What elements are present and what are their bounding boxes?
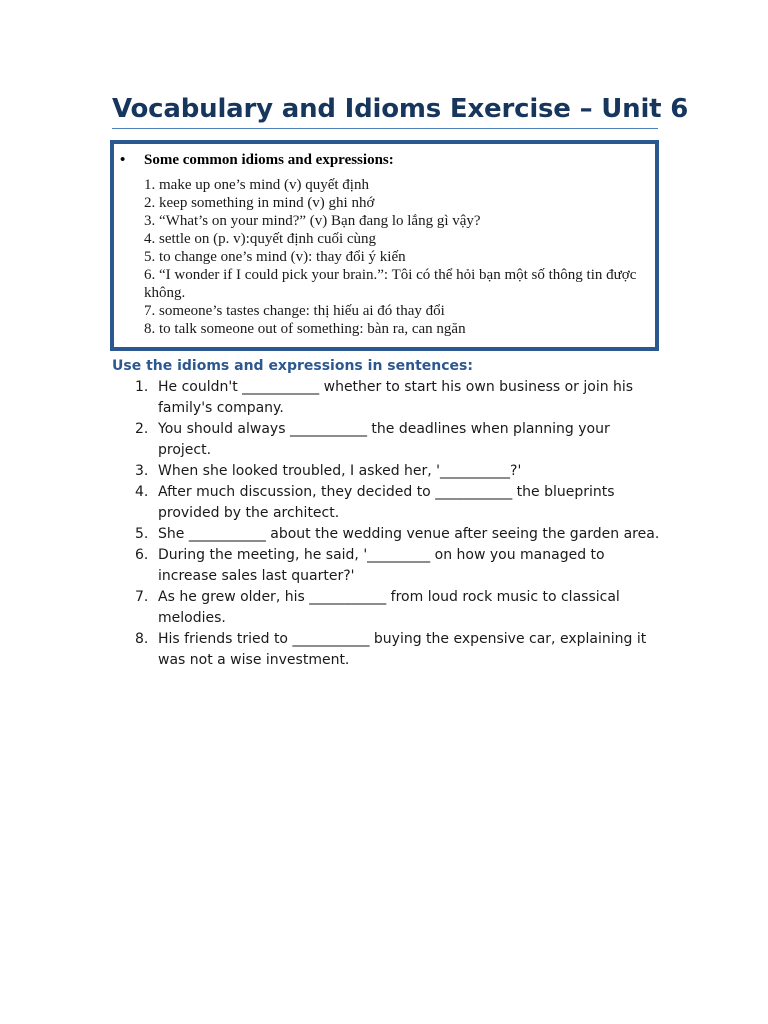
exercise-item [130,419,660,461]
exercise-list [130,377,660,671]
idioms-list [144,176,654,338]
exercise-number: 2. [135,421,149,437]
exercise-item [130,587,660,629]
exercise-item [130,482,660,524]
exercise-number: 8. [135,631,149,647]
idiom-item: 7. someone’s tastes change: thị hiếu ai đó thay đổi [144,303,445,319]
exercise-number: 6. [135,547,149,563]
exercise-sentence: When she looked troubled, I asked her, '__________?' [158,463,522,479]
exercise-number: 4. [135,484,149,500]
idioms-heading-text: Some common idioms and expressions: [144,152,394,168]
idiom-item: 1. make up one’s mind (v) quyết định [144,177,369,193]
idiom-item: 2. keep something in mind (v) ghi nhớ [144,195,375,211]
exercise-item [130,524,660,545]
bullet-icon: • [120,152,126,168]
exercise-number: 3. [135,463,149,479]
exercise-number: 5. [135,526,149,542]
exercise-number: 1. [135,379,149,395]
exercise-sentence: She ___________ about the wedding venue after seeing the garden area. [158,526,660,542]
idiom-item: 6. “I wonder if I could pick your brain.”: Tôi có thể hỏi bạn một số thông tin được không. [144,267,637,301]
page-title: Vocabulary and Idioms Exercise – Unit 6 [112,94,689,124]
exercise-item [130,545,660,587]
exercise-sentence: He couldn't ___________ whether to start his own business or join his family's company. [158,379,634,416]
idiom-item: 5. to change one’s mind (v): thay đổi ý kiến [144,249,406,265]
exercise-sentence: His friends tried to ___________ buying the expensive car, explaining it was not a wise investment. [158,631,647,668]
idioms-box-heading [120,150,394,170]
title-underline [112,128,658,129]
idioms-box [110,140,659,351]
exercise-heading: Use the idioms and expressions in sentences: [112,358,473,374]
exercise-item [130,629,660,671]
exercise-number: 7. [135,589,149,605]
idiom-item: 8. to talk someone out of something: bàn ra, can ngăn [144,321,466,337]
idiom-item: 3. “What’s on your mind?” (v) Bạn đang lo lắng gì vậy? [144,213,481,229]
exercise-item [130,377,660,419]
exercise-item [130,461,660,482]
exercise-sentence: After much discussion, they decided to ___________ the blueprints provided by the architect. [158,484,615,521]
exercise-sentence: You should always ___________ the deadlines when planning your project. [158,421,610,458]
idiom-item: 4. settle on (p. v):quyết định cuối cùng [144,231,377,247]
exercise-sentence: As he grew older, his ___________ from loud rock music to classical melodies. [158,589,620,626]
exercise-sentence: During the meeting, he said, '_________ on how you managed to increase sales last quarter?' [158,547,605,584]
